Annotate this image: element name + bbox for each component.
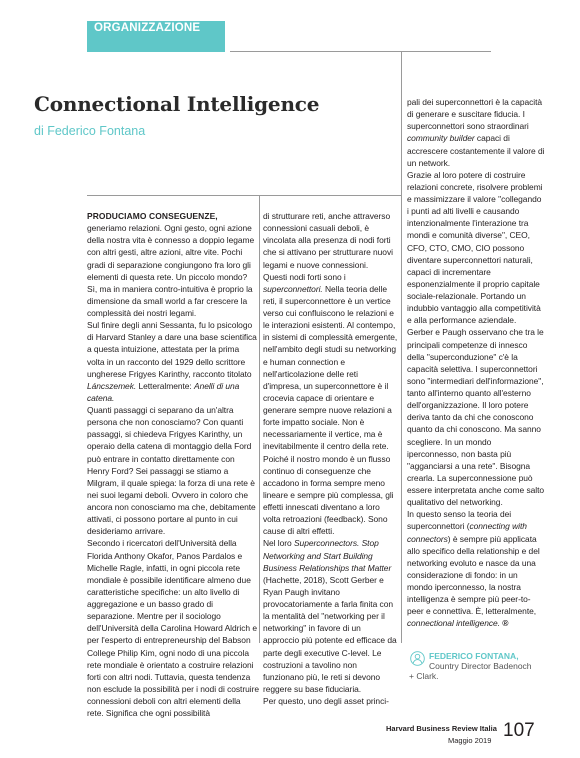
paragraph <box>87 210 259 319</box>
paragraph <box>87 537 259 719</box>
paragraph-text: capaci di accrescere costantemente il valore di un network. <box>407 133 545 168</box>
paragraph-text: (Hachette, 2018), Scott Gerber e Ryan Paugh invitano provocatoriamente a farla finita con la mentalità del "networking per il networking" in favore di un approccio più potente ed efficace da parte degli executive C-level. Le costruzioni a tavolino non funzionano più, le reti si devono reggere su base fiduciaria. <box>263 574 397 694</box>
end-mark: ® <box>499 618 509 629</box>
column-divider-middle <box>259 195 260 643</box>
italic-title: Láncszemek. <box>87 380 137 391</box>
paragraph-text: Gerber e Paugh osservano che tra le principali competenze di innesco della "superconduzione" c'è la capacità selettiva. I superconnettori sono "intermediari dell'informazione", tanto all'interno quanto all'esterno dell'organizzazione. Il loro potere deriva tanto da chi che conoscono quanto da chi conoscono. Ma sanno scegliere. In un mondo iperconnesso, non basta più "agganciarsi a una rete". Bisogna crearla. La superconnessione può essere interpretata anche come salto qualitativo del networking. <box>407 327 545 508</box>
paragraph-text: Grazie al loro potere di costruire relazioni concrete, risolvere problemi e massimizzare il valore "collegando i punti ad alti livelli e causando intenzionalmente l'interazione tra mondi e comunità diverse", CEO, CFO, CTO, CMO, CIO possono diventare superconnettori naturali, capaci di incrementare esponenzialmente il proprio capitale sociale-relazionale. Portando un indubbio vantaggio alla competitività e alla performance aziendale. <box>407 169 543 326</box>
footer-publication: Harvard Business Review Italia <box>386 724 497 733</box>
footer-date: Maggio 2019 <box>448 736 492 745</box>
column-divider-top <box>401 51 402 113</box>
body-column-2 <box>263 210 398 707</box>
paragraph <box>263 695 398 707</box>
paragraph <box>263 453 398 538</box>
paragraph-text: Poiché il nostro mondo è un flusso continuo di conseguenze che accadono in forma sempre meno lineare e sempre più complessa, gli effetti innescati diventano a loro volta retroazioni (feedback). Sono cause di altri effetti. <box>263 453 394 537</box>
top-rule <box>230 51 491 52</box>
page-number: 107 <box>503 720 535 741</box>
author-name: FEDERICO FONTANA, <box>429 651 519 661</box>
paragraph <box>263 537 398 695</box>
article-byline: di Federico Fontana <box>34 124 146 138</box>
author-role: Country Director Badenoch <box>429 661 532 671</box>
lead-in: PRODUCIAMO CONSEGUENZE, <box>87 211 218 221</box>
book-title: Superconnectors. Stop Networking and Start Building Business Relationships that Matter <box>263 538 392 573</box>
italic-text: connectional intelligence. <box>407 618 500 629</box>
italic-text: connecting with connectors <box>407 521 527 544</box>
body-column-3 <box>407 96 545 630</box>
paragraph-text: In questo senso la teoria dei superconnettori ( <box>407 509 512 532</box>
paragraph-text: Quanti passaggi ci separano da un'altra persona che non conosciamo? Con quanti passaggi, si chiedeva Frigyes Karinthy, un operaio della catena di montaggio della Ford può entrare in contatto direttamente con Henry Ford? Sei passaggi se stiamo a Milgram, il quale spiega: la forza di una rete è nei suoi legami deboli. Ovvero in coloro che ancora non conosciamo ma che, debitamente attivati, ci possono portare al punto in cui desideriamo arrivare. <box>87 405 256 537</box>
italic-text: Anelli di una catena. <box>87 380 240 403</box>
paragraph <box>263 210 398 271</box>
paragraph-text: Nella teoria delle reti, il superconnettore è un vertice verso cui confluiscono le relazioni e le interazioni esistenti. Al contempo, in sistemi di complessità emergente, nell'ambito degli studi su networking e human connection e nell'articolazione delle reti d'impresa, un superconnettore è il crocevia capace di orientare e generare sempre nuove relazioni a forte impatto sociale. Non è necessariamente il vertice, ma è inevitabilmente il centro della rete. <box>263 283 398 452</box>
paragraph <box>87 319 259 404</box>
paragraph <box>407 326 545 508</box>
paragraph-text: ) è sempre più applicata allo specifico della relationship e del networking evoluto e nasce da una considerazione di fondo: in un mondo iperconnesso, la nostra intelligenza è sempre più peer-to-peer e connettiva. È, letteralmente, <box>407 533 540 617</box>
article-title: Connectional Intelligence <box>34 92 320 116</box>
paragraph-text: pali dei superconnettori è la capacità di generare e suscitare fiducia. I superconnettori sono straordinari <box>407 97 543 132</box>
paragraph <box>407 96 545 169</box>
section-label: ORGANIZZAZIONE <box>94 22 201 34</box>
paragraph-text: Per questo, uno degli asset princi- <box>263 696 389 706</box>
italic-text: community builder <box>407 133 475 144</box>
paragraph-text: Sul finire degli anni Sessanta, fu lo psicologo di Harvard Stanley a dare una base scientifica a questa intuizione, attestata per la prima volta in un racconto del 1929 dello scrittore ungherese Frigyes Karinthy, racconto titolato <box>87 320 257 379</box>
paragraph <box>407 508 545 629</box>
person-icon <box>410 651 425 666</box>
paragraph-text: Nel loro <box>263 538 294 549</box>
paragraph-text: Letteralmente: <box>136 380 194 391</box>
paragraph <box>87 404 259 537</box>
paragraph-text: di strutturare reti, anche attraverso connessioni casuali deboli, è vincolata alla presenza di nodi forti che si attivano per strutturare nuovi legami e nuove connessioni. <box>263 211 393 270</box>
paragraph-text: Secondo i ricercatori dell'Università della Florida Anthony Okafor, Panos Pardalos e Michelle Ragle, infatti, in ogni piccola rete mondiale è possibile identificare almeno due caratteristiche specifiche: un alto livello di aggregazione e un basso grado di separazione. Mentre per il sociologo dell'Università della Carolina Howard Aldrich e per l'esperto di entrepreneurship del Babson College Philip Kim, ogni nodo di una piccola rete mondiale è orientato a costruire relazioni forti con altri nodi. Tuttavia, questa tendenza non esclude la possibilità per i nodi di costruire connessioni deboli con altri elementi della rete. Significa che ogni possibilità <box>87 538 259 719</box>
column-divider-right <box>401 113 402 643</box>
author-role-continued: + Clark. <box>409 671 439 681</box>
paragraph <box>263 271 398 453</box>
paragraph-text: generiamo relazioni. Ogni gesto, ogni azione della nostra vita è connesso a doppio legame con altri gesti, altre azioni, altre vite. Pochi gradi di separazione congiungono fra loro gli elementi di questa rete. Un piccolo mondo? Sì, ma in maniera contro-intuitiva è proprio la dimensione da small world a far crescere la complessità dei nostri legami. <box>87 223 255 318</box>
body-column-1 <box>87 210 259 719</box>
paragraph <box>407 169 545 327</box>
paragraph-text: Questi nodi forti sono i <box>263 271 346 282</box>
italic-text: superconnettori. <box>263 283 323 294</box>
body-top-rule <box>87 195 401 196</box>
